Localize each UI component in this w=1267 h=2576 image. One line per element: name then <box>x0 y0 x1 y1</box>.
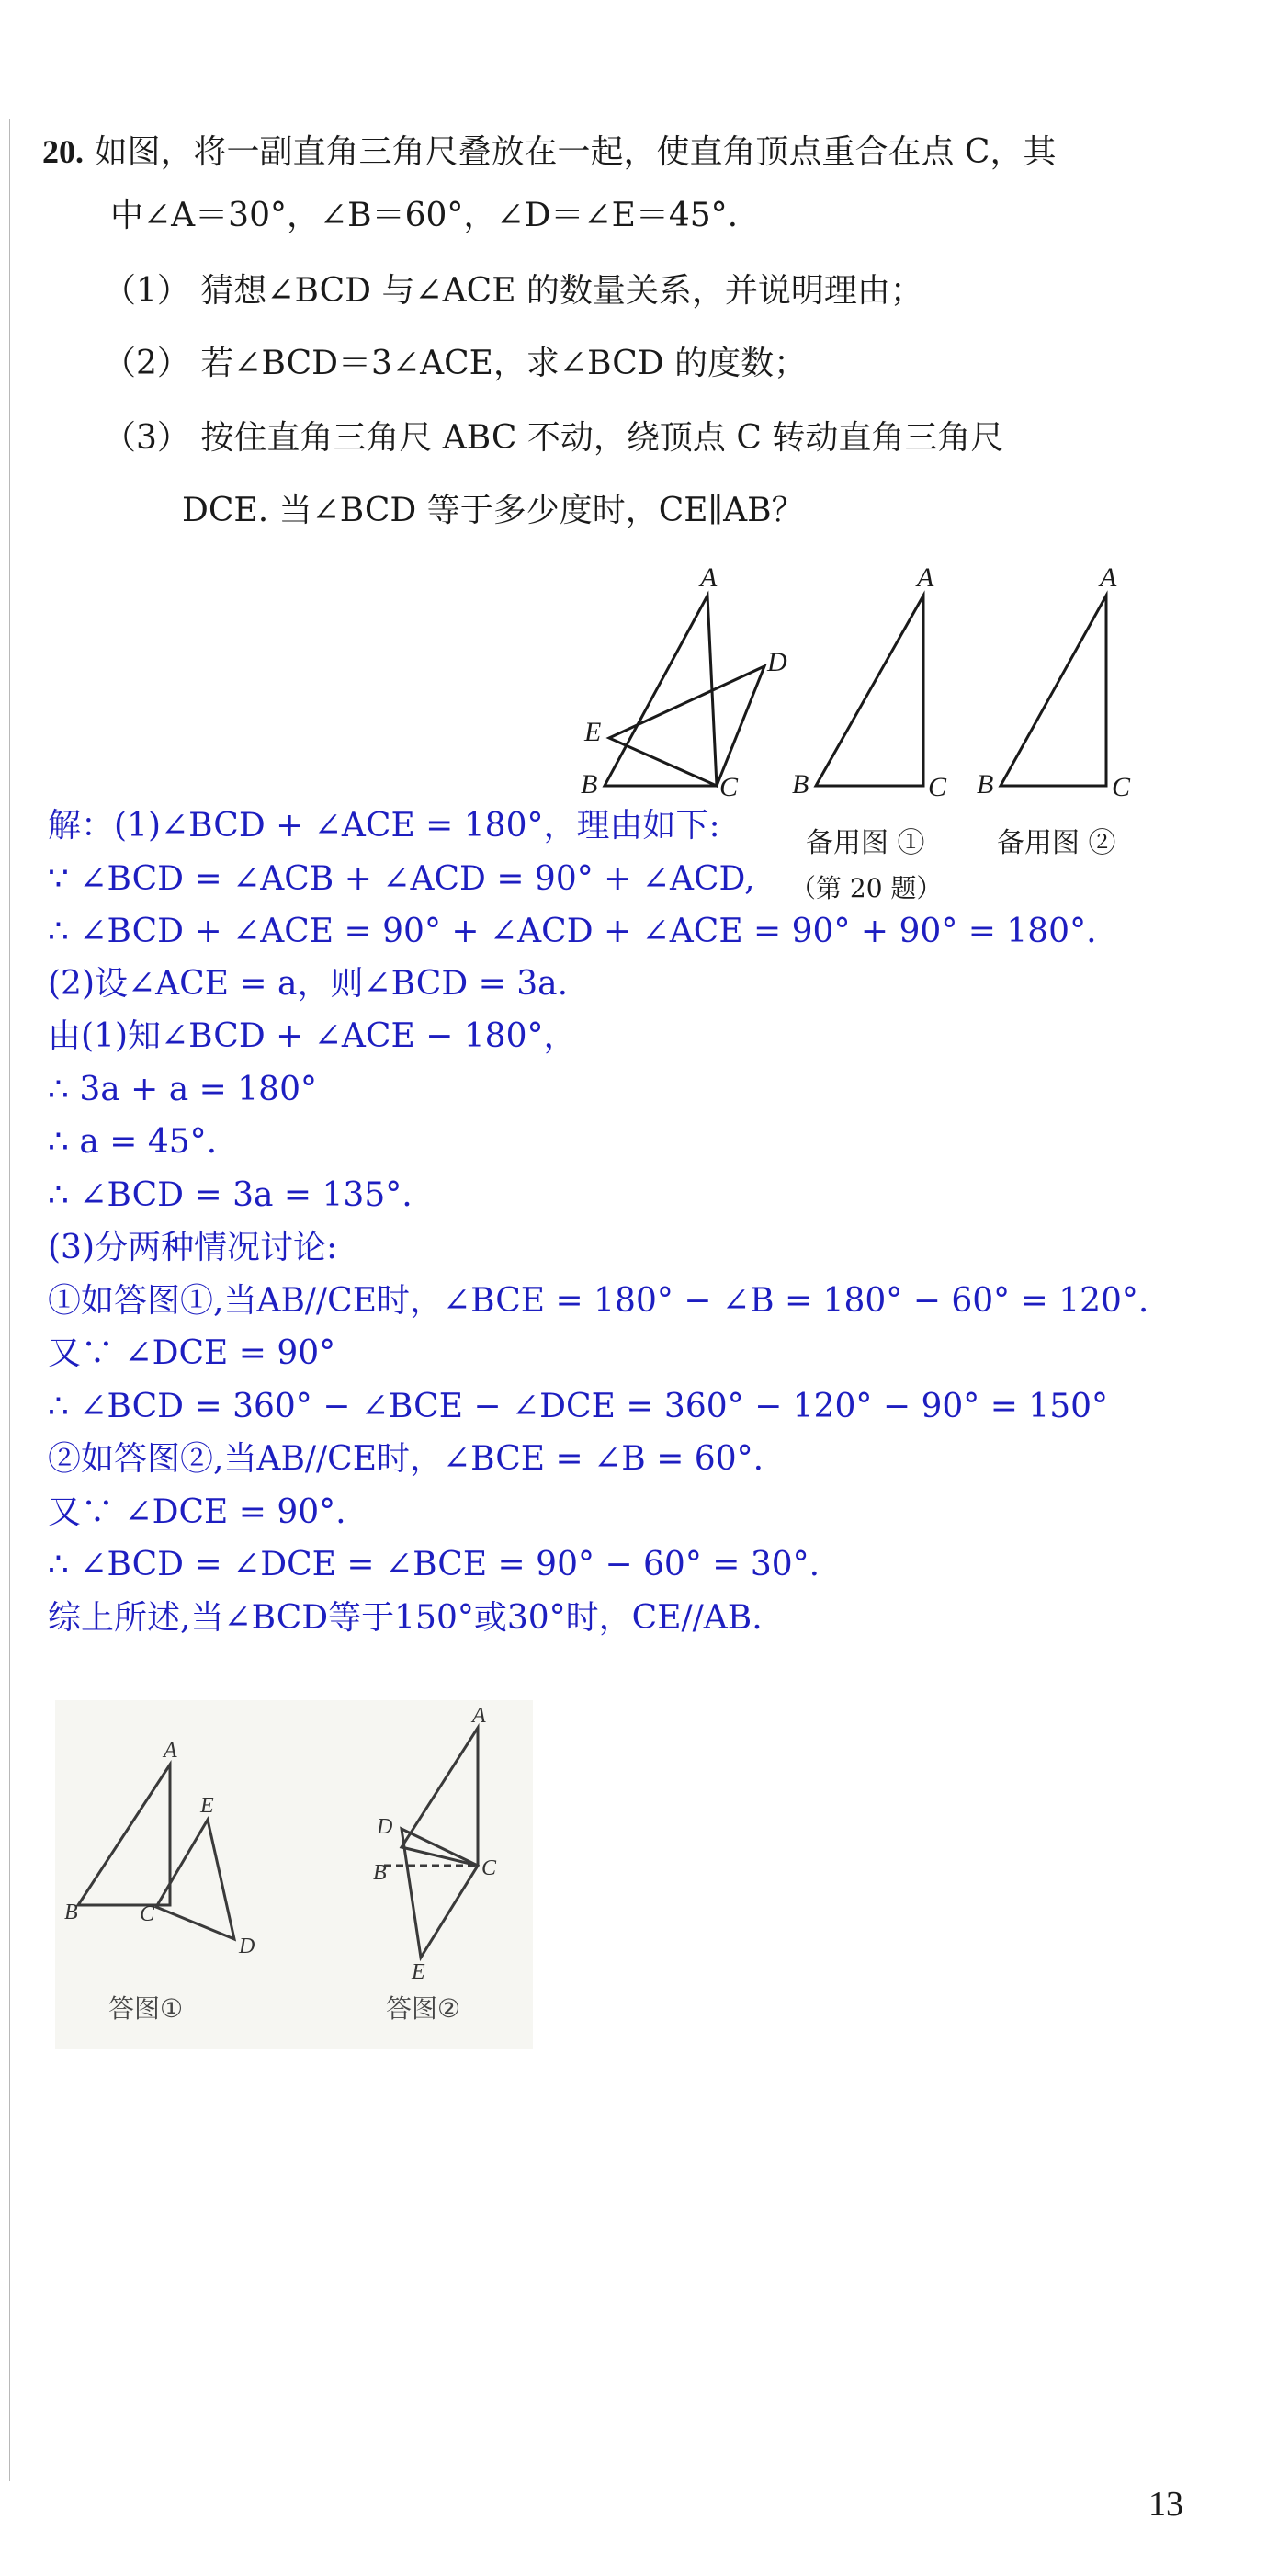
question-line-1 <box>42 131 1056 173</box>
label-b: B <box>581 769 598 800</box>
answer-2-triangle-abc <box>402 1728 478 1866</box>
question-figures <box>570 561 1158 836</box>
answer-caption-1: 答图① <box>108 1993 184 2024</box>
spare2-label-b: B <box>977 769 994 800</box>
solution-line-6: ∴ 3a + a = 180° <box>48 1071 317 1108</box>
label-c: C <box>719 772 739 802</box>
answer-figures <box>55 1700 533 2049</box>
caption-spare-2: 备用图 ② <box>997 827 1116 859</box>
answer-caption-2: 答图② <box>386 1993 461 2024</box>
solution-line-7: ∴ a = 45°. <box>48 1123 218 1161</box>
solution-line-13: ②如答图②,当AB//CE时，∠BCE = ∠B = 60°. <box>48 1440 764 1478</box>
answer-1-label-d: D <box>239 1935 255 1958</box>
solution-line-14: 又∵ ∠DCE = 90°. <box>48 1493 346 1531</box>
triangle-dce <box>609 666 764 786</box>
solution-line-2: ∵ ∠BCD = ∠ACB + ∠ACD = 90° + ∠ACD, <box>48 860 755 898</box>
solution-line-12: ∴ ∠BCD = 360° − ∠BCE − ∠DCE = 360° − 120° − 90° = 150° <box>48 1388 1109 1425</box>
caption-question-figure: （第 20 题） <box>790 873 943 903</box>
triangle-abc <box>605 596 717 786</box>
answer-2-label-a: A <box>472 1704 486 1728</box>
spare1-label-b: B <box>792 769 809 800</box>
answer-2-label-c: C <box>481 1856 497 1880</box>
answer-1-label-a: A <box>164 1739 177 1763</box>
spare-figure-2-triangle <box>1001 596 1106 786</box>
question-part-3-line-2: DCE. 当∠BCD 等于多少度时，CE∥AB？ <box>182 492 805 529</box>
question-stem-1: 如图，将一副直角三角尺叠放在一起，使直角顶点重合在点 C，其 <box>94 133 1057 171</box>
answer-1-triangle-dce <box>156 1820 234 1939</box>
answer-1-label-b: B <box>64 1901 78 1924</box>
spare2-label-c: C <box>1112 772 1131 802</box>
answer-1-label-e: E <box>200 1794 214 1818</box>
solution-line-9: (3)分两种情况讨论: <box>48 1229 338 1266</box>
solution-line-11: 又∵ ∠DCE = 90° <box>48 1334 336 1372</box>
answer-1-label-c: C <box>140 1902 155 1926</box>
main-figure <box>605 596 764 786</box>
answer-2-triangle-dce <box>402 1829 478 1958</box>
solution-line-15: ∴ ∠BCD = ∠DCE = ∠BCE = 90° − 60° = 30°. <box>48 1546 820 1583</box>
label-d: D <box>767 647 787 677</box>
answer-1-triangle-abc <box>78 1765 170 1905</box>
question-stem-2: 中∠A＝30°，∠B＝60°，∠D＝∠E＝45°. <box>110 197 739 234</box>
solution-line-10: ①如答图①,当AB//CE时，∠BCE = 180° − ∠B = 180° − 60° = 120°. <box>48 1282 1149 1320</box>
spare1-label-c: C <box>928 772 947 802</box>
solution-line-4: (2)设∠ACE = a，则∠BCD = 3a. <box>48 965 569 1003</box>
answer-2-label-d: D <box>377 1815 393 1839</box>
question-number: 20. <box>42 133 84 170</box>
question-part-3-line-1: （3） 按住直角三角尺 ABC 不动，绕顶点 C 转动直角三角尺 <box>103 419 1004 457</box>
solution-line-8: ∴ ∠BCD = 3a = 135°. <box>48 1176 413 1214</box>
caption-spare-1: 备用图 ① <box>806 827 925 859</box>
solution-line-5: 由(1)知∠BCD + ∠ACE − 180°， <box>48 1017 577 1055</box>
solution-line-16: 综上所述,当∠BCD等于150°或30°时，CE//AB. <box>48 1599 763 1637</box>
label-a: A <box>700 562 718 593</box>
spare2-label-a: A <box>1100 562 1117 593</box>
answer-2-label-b: B <box>373 1861 387 1885</box>
spare-figure-1-triangle <box>816 596 923 786</box>
solution-line-3: ∴ ∠BCD + ∠ACE = 90° + ∠ACD + ∠ACE = 90° + 90° = 180°. <box>48 913 1097 950</box>
answer-2-label-e: E <box>412 1960 425 1984</box>
question-part-2: （2） 若∠BCD＝3∠ACE，求∠BCD 的度数； <box>103 345 808 382</box>
page-number: 13 <box>1148 2485 1183 2524</box>
answer-figures-panel <box>55 1700 533 2049</box>
page-margin-line <box>9 119 10 2481</box>
question-part-1: （1） 猜想∠BCD 与∠ACE 的数量关系，并说明理由； <box>103 272 923 310</box>
solution-line-1: 解：(1)∠BCD + ∠ACE = 180°，理由如下: <box>48 807 720 845</box>
label-e: E <box>584 717 602 747</box>
spare1-label-a: A <box>917 562 934 593</box>
